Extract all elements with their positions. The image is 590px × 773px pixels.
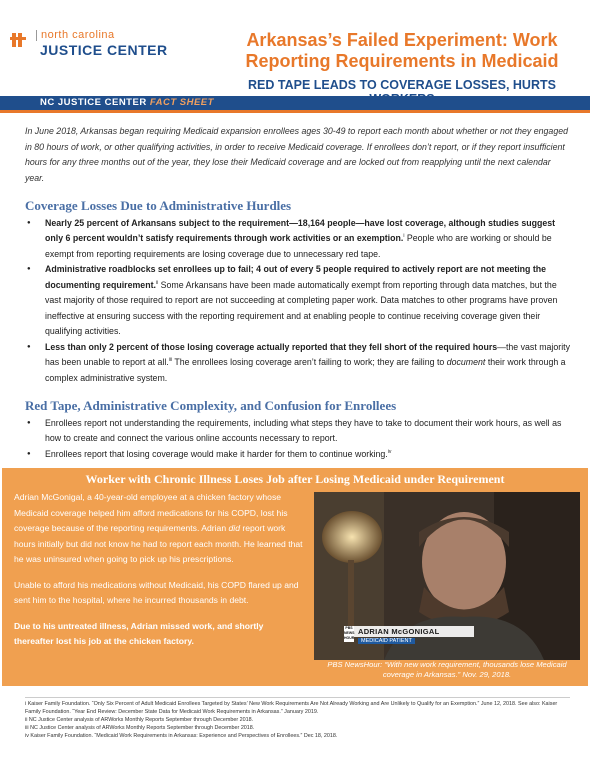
video-still-photo — [314, 492, 580, 660]
bullet-bold-text: Nearly 25 percent of Arkansans subject to the requirement—18,164 people—have lost coverage, although studies suggest only 6 percent wouldn’t satisfy requirements through work activities or an exemption. — [45, 217, 556, 243]
bullet-text: Some Arkansans have been made automatically exempt from reporting through data matches, but the vast majority of those required to report are not succeeding at completing paper work. Data matches to other programs have proven ineffective at ensuring success with the reporting requirement and at enabling people to continue receiving coverage given their qualifying activities. — [45, 279, 558, 336]
photo-caption — [314, 660, 580, 680]
bullet-text: —the vast majority has been unable to report at all. — [45, 341, 570, 367]
bullet-text: their work through a complex administrative system. — [45, 357, 566, 383]
story-paragraph: Due to his untreated illness, Adrian missed work, and shortly thereafter lost his job at the chicken factory. — [14, 620, 264, 646]
story-text-span: report work hours initially but did not know he had to report each month. He learned that he was uninsured when going to pick up his prescriptions. — [14, 523, 303, 564]
section1-list — [25, 216, 570, 387]
footnote: i Kaiser Family Foundation. “Only Six Percent of Adult Medicaid Enrollees Targeted by States’ New Work Requirements Are Not Already Working and Are Unlikely to Qualify for an Exemption.” June 12, 2018. See also: Kaiser Family Foundation. “Year End Review: December State Data for Medicaid Work Requirements in Arkansas.” January 2019. — [25, 701, 558, 715]
bullet-bold-text: Less than only 2 percent of those losing coverage actually reported that they fell short of the required hours — [45, 341, 498, 352]
photo-role-label: MEDICAID PATIENT — [358, 638, 415, 644]
header-band — [0, 96, 590, 110]
band-label-main: NC JUSTICE CENTER — [40, 97, 147, 108]
bullet-text: The enrollees losing coverage aren’t failing to work; they are failing to — [172, 357, 447, 367]
footnote-ref: iii — [168, 357, 173, 364]
footnote-ref: i — [403, 233, 405, 240]
list-item — [25, 262, 570, 340]
footnote-ref: ii — [155, 279, 159, 286]
band-label-factsheet: FACT SHEET — [149, 97, 214, 108]
logo-line1: north carolina — [36, 30, 168, 41]
bullet-text: Enrollees report not understanding the requirements, including what steps they have to take to document their work hours, as well as how to create and connect the various online accounts necessary to report. — [45, 417, 562, 443]
story-box — [2, 468, 588, 686]
story-text-span: Adrian McGonigal, a 40-year-old employee at a chicken factory whose Medicaid coverage helped him afford medications for his COPD, lost his coverage because of the reporting requirements. Adrian — [14, 492, 288, 533]
nc-justice-center-logo — [10, 30, 168, 57]
header-accent-line — [0, 110, 590, 113]
story-paragraph: Unable to afford his medications without Medicaid, his COPD flared up and sent him to the hospital, where he incurred thousands in debt. — [14, 579, 299, 605]
bullet-text: People who are working or should be exempt from reporting requirements are losing coverage due to unnecessary red tape. — [45, 233, 552, 259]
footnote-ref: iv — [387, 448, 392, 455]
page-title: Arkansas’s Failed Experiment: Work Reporting Requirements in Medicaid — [245, 30, 559, 71]
section2-list — [25, 416, 570, 463]
section2-heading: Red Tape, Administrative Complexity, and Confusion for Enrollees — [25, 398, 397, 413]
list-item — [25, 340, 570, 387]
story-paragraph — [14, 490, 304, 568]
caption-title: “With new work requirement, thousands lose Medicaid coverage in Arkansas.” — [382, 660, 567, 679]
main-content — [25, 124, 570, 462]
story-text — [14, 490, 304, 660]
bullet-text: Enrollees report that losing coverage would make it harder for them to continue working. — [45, 448, 388, 459]
caption-date: Nov. 29, 2018. — [460, 670, 512, 679]
footnotes — [25, 697, 570, 740]
story-title: Worker with Chronic Illness Loses Job after Losing Medicaid under Requirement — [85, 472, 505, 486]
footnote: ii NC Justice Center analysis of ARWorks Monthly Reports September through December 2018. — [25, 717, 254, 723]
list-item — [25, 216, 570, 263]
logo-mark-icon — [10, 30, 32, 52]
photo-name-label: ADRIAN McGONIGAL — [358, 627, 440, 636]
caption-source: PBS NewsHour: — [327, 660, 385, 669]
page-subtitle: RED TAPE LEADS TO COVERAGE LOSSES, HURTS — [248, 78, 556, 92]
intro-paragraph: In June 2018, Arkansas began requiring Medicaid expansion enrollees ages 30-49 to report each month about whether or not they engaged in 80 hours of work, or other qualifying activities, in order to receive Medicaid coverage. If enrollees don’t report, or if they report insufficient hours for any three months out of the year, they lose their Medicaid coverage and are locked out from reapplying until the next calendar year. — [25, 126, 569, 183]
section1-heading: Coverage Losses Due to Administrative Hurdles — [25, 198, 292, 213]
story-emphasis: did — [228, 523, 240, 533]
list-item — [25, 447, 570, 463]
footnote: iii NC Justice Center analysis of ARWorks Monthly Reports September through December 2018. — [25, 725, 255, 731]
bullet-emphasis: document — [446, 357, 486, 367]
bullet-bold-text: Administrative roadblocks set enrollees up to fail; 4 out of every 5 people required to actively report are not meeting the documenting requirement. — [45, 264, 547, 290]
footnote: iv Kaiser Family Foundation. “Medicaid Work Requirements in Arkansas: Experience and Perspectives of Enrollees.” Dec 18, 2018. — [25, 733, 338, 739]
pbs-newshour-logo: PBS NEWS HOUR — [344, 626, 355, 640]
list-item — [25, 416, 570, 447]
logo-line2: JUSTICE CENTER — [40, 42, 168, 58]
